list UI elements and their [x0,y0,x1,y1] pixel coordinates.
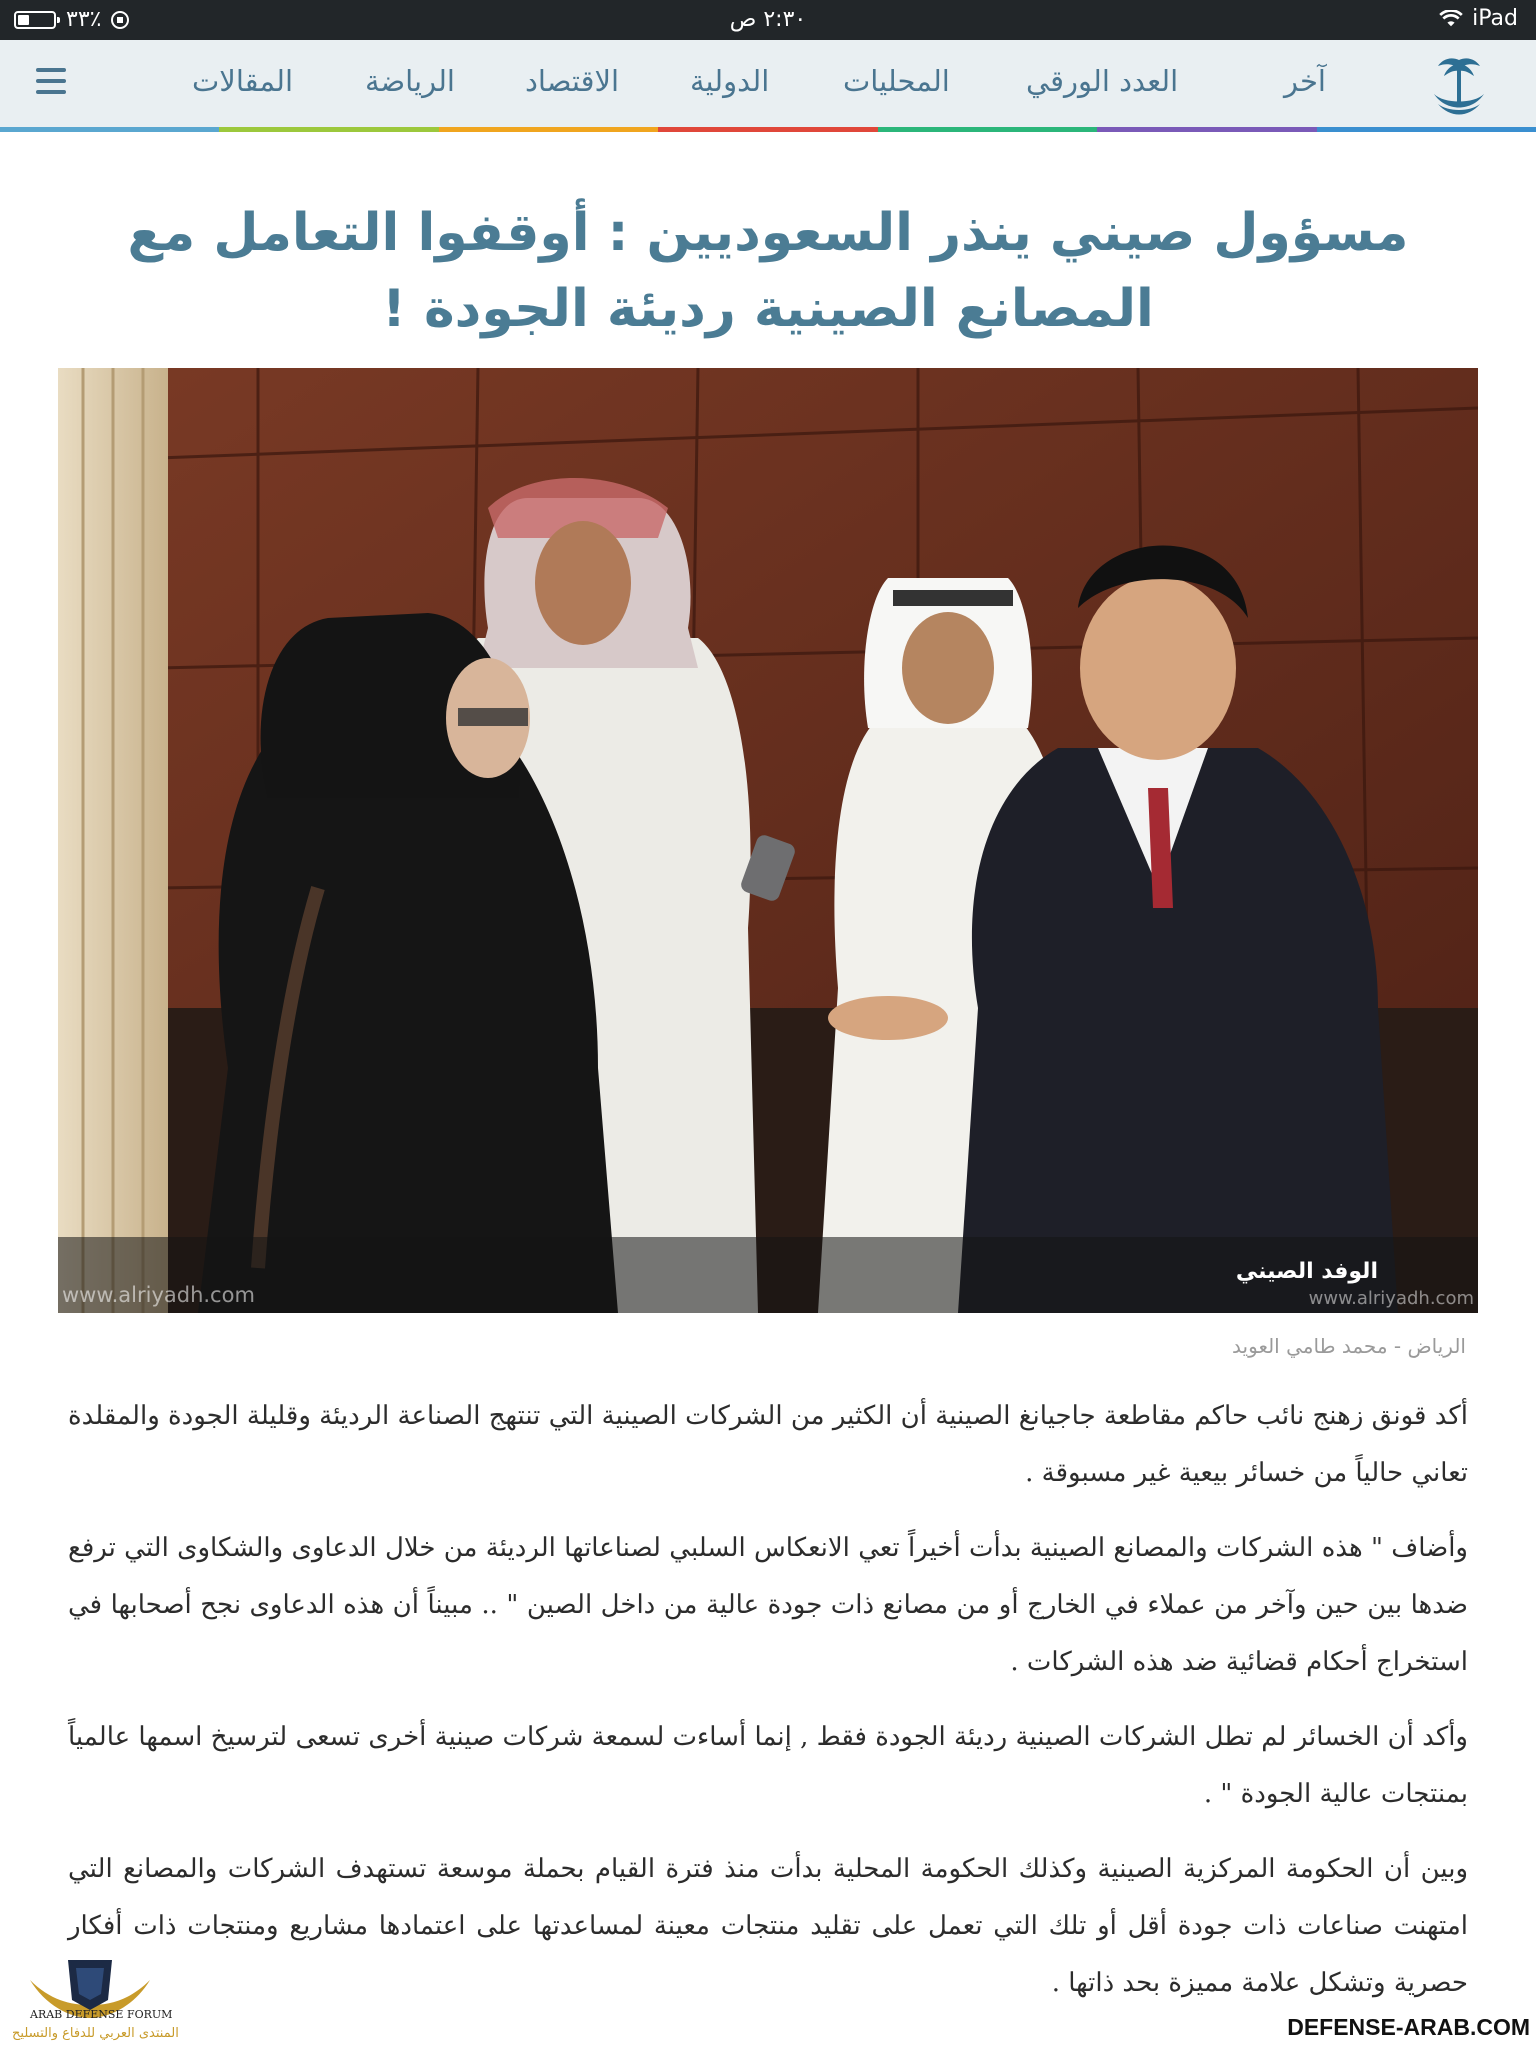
strip-segment [1317,127,1536,132]
forum-name-en: ARAB DEFENSE FORUM [30,2008,173,2021]
strip-segment [0,127,219,132]
strip-segment [658,127,877,132]
forum-name-ar: المنتدى العربي للدفاع والتسليح [12,2026,179,2041]
strip-segment [219,127,438,132]
article-byline: الرياض - محمد طامي العويد [1232,1334,1466,1358]
nav-item-latest[interactable]: آخر [1284,64,1326,98]
article-photo[interactable] [58,368,1478,1313]
newspaper-logo-icon[interactable] [1428,54,1490,120]
menu-icon[interactable] [36,68,66,94]
photo-watermark-left: www.alriyadh.com [62,1283,255,1307]
photo-caption-bar [58,1237,1478,1313]
nav-item-local[interactable]: المحليات [843,64,950,98]
photo-watermark-right: www.alriyadh.com [1308,1288,1474,1309]
photo-illustration [58,368,1478,1313]
nav-item-articles[interactable]: المقالات [192,64,294,98]
article-paragraph: وبين أن الحكومة المركزية الصينية وكذلك الحكومة المحلية بدأت منذ فترة القيام بحملة موسعة تستهدف الشركات والمصانع التي امتهنت صناعات ذات جودة أقل أو تلك التي تعمل على تقليد منتجات معينة لمساعدتها على اعتمادها مشاريع ومنتجات ذات أفكار حصرية وتشكل علامة مميزة بحد ذاتها . [68,1854,1468,1998]
status-time: ٢:٣٠ ص [729,7,807,32]
strip-segment [439,127,658,132]
nav-item-sports[interactable]: الرياضة [365,64,455,98]
strip-segment [878,127,1097,132]
nav-item-international[interactable]: الدولية [690,64,770,98]
photo-caption: الوفد الصيني [1235,1259,1378,1284]
site-watermark: DEFENSE-ARAB.COM [1287,2014,1530,2040]
status-bar [0,0,1536,40]
article-paragraph: وأكد أن الخسائر لم تطل الشركات الصينية رديئة الجودة فقط , إنما أساءت لسمعة شركات صينية أخرى تسعى لترسيخ اسمها عالمياً بمنتجات عالية الجودة " . [68,1722,1468,1809]
status-right [1438,6,1518,31]
device-name: iPad [1472,6,1518,31]
nav-item-economy[interactable]: الاقتصاد [525,64,620,98]
nav-item-print-edition[interactable]: العدد الورقي [1026,64,1179,98]
wifi-icon [1438,10,1464,28]
article-paragraph: أكد قونق زهنج نائب حاكم مقاطعة جاجيانغ الصينية أن الكثير من الشركات الصينية التي تنتهج الصناعة الرديئة وقليلة الجودة والمقلدة تعاني حالياً من خسائر بيعية غير مسبوقة . [68,1401,1468,1488]
article-headline: مسؤول صيني ينذر السعوديين : أوقفوا التعامل مع المصانع الصينية رديئة الجودة ! [127,202,1409,339]
strip-segment [1097,127,1316,132]
nav-color-strip [0,127,1536,132]
article-body [68,1388,1468,2030]
battery-percent: ٣٣٪ [66,7,102,32]
article-paragraph: وأضاف " هذه الشركات والمصانع الصينية بدأت أخيراً تعي الانعكاس السلبي لصناعاتها الرديئة من خلال الدعاوى والشكاوى التي ترفع ضدها بين حين وآخر من عملاء في الخارج أو من مصانع ذات جودة عالية من داخل الصين " .. مبيناً أن هذه الدعاوى نجح أصحابها في استخراج أحكام قضائية ضد هذه الشركات . [68,1533,1468,1677]
